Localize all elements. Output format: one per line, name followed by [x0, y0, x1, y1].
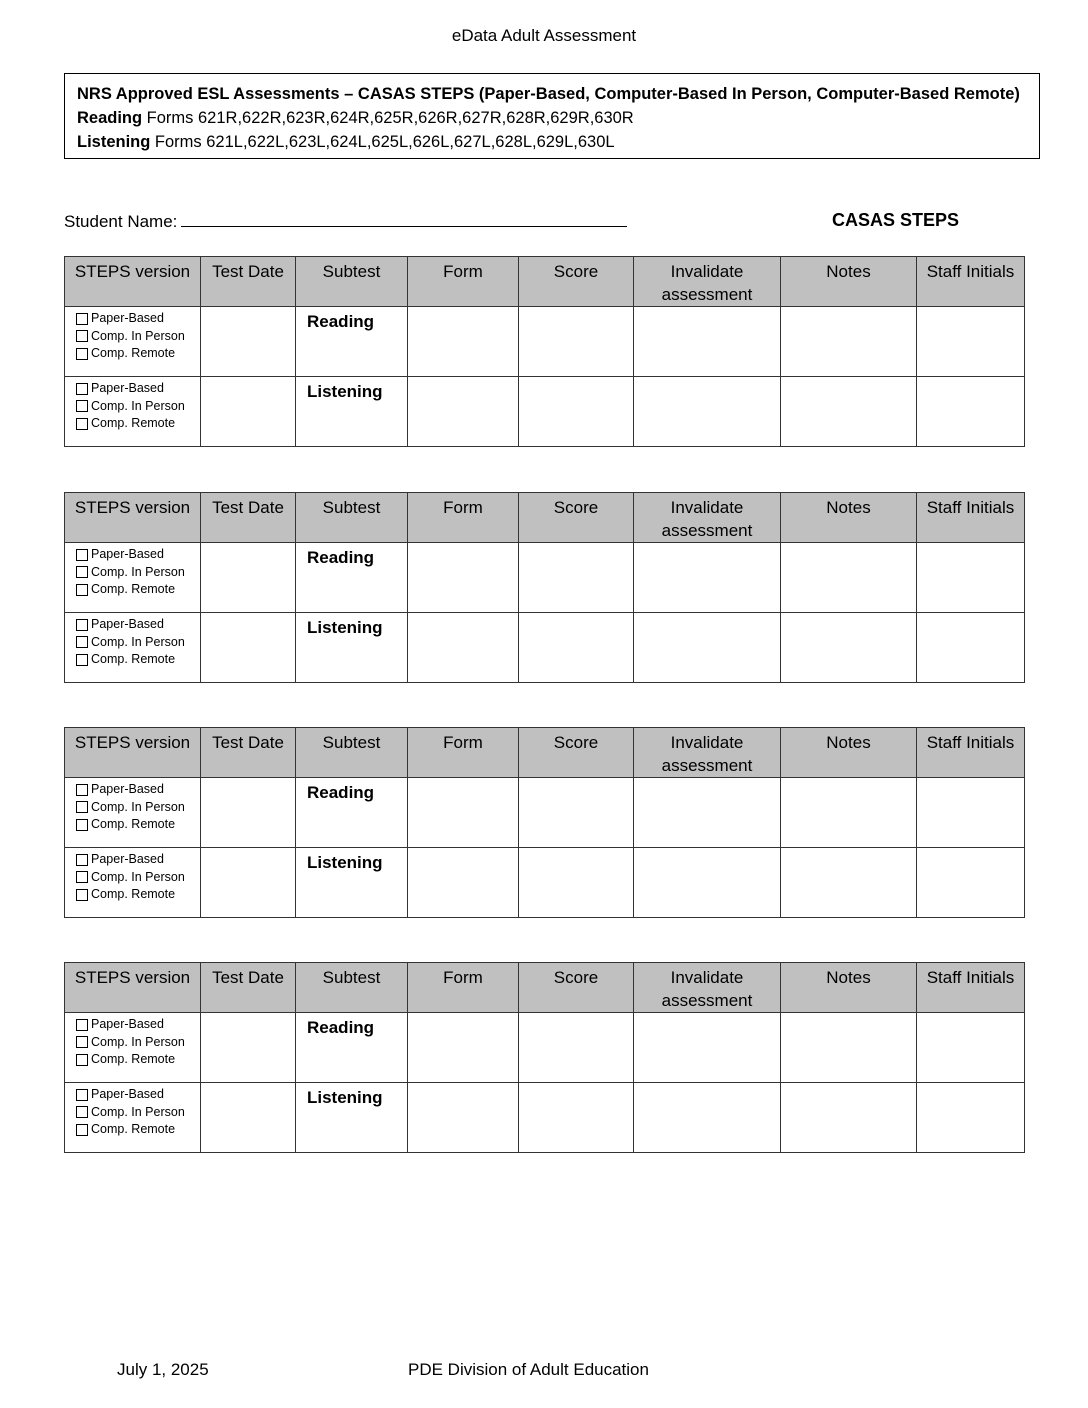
steps-version-cell — [65, 848, 201, 918]
reading-forms-line — [77, 106, 1027, 130]
checkbox[interactable] — [76, 400, 88, 412]
subtest-cell — [296, 307, 408, 377]
header-invalidate: Invalidate assessment — [634, 493, 781, 543]
subtest-label: Listening — [307, 382, 383, 401]
version-option[interactable] — [76, 851, 199, 869]
header-notes: Notes — [781, 493, 917, 543]
form-cell[interactable] — [408, 377, 519, 447]
checkbox[interactable] — [76, 619, 88, 631]
checkbox[interactable] — [76, 383, 88, 395]
score-cell[interactable] — [519, 307, 634, 377]
version-option[interactable] — [76, 886, 199, 904]
staff-initials-cell[interactable] — [917, 543, 1025, 613]
version-option-label: Comp. Remote — [91, 416, 176, 430]
test-date-cell[interactable] — [201, 613, 296, 683]
version-option[interactable] — [76, 415, 199, 433]
version-option-label: Comp. In Person — [91, 564, 185, 579]
checkbox[interactable] — [76, 549, 88, 561]
subtest-cell — [296, 778, 408, 848]
page-header: eData Adult Assessment — [451, 26, 637, 45]
version-option-label: Comp. In Person — [91, 398, 185, 413]
assessment-table — [64, 727, 1025, 918]
test-date-cell[interactable] — [201, 543, 296, 613]
subtest-label: Reading — [307, 1018, 375, 1037]
header-test-date: Test Date — [201, 963, 296, 1013]
version-option[interactable] — [76, 651, 199, 669]
header-staff-initials: Staff Initials — [917, 728, 1025, 778]
version-option[interactable] — [76, 799, 199, 817]
notes-cell[interactable] — [781, 377, 917, 447]
version-option-label: Paper-Based — [91, 381, 164, 395]
version-option-label: Comp. In Person — [91, 328, 185, 343]
staff-initials-cell[interactable] — [917, 1013, 1025, 1083]
subtest-cell — [296, 543, 408, 613]
form-cell[interactable] — [408, 778, 519, 848]
version-option-label: Comp. In Person — [91, 1104, 185, 1119]
version-option[interactable] — [76, 1034, 199, 1052]
notes-cell[interactable] — [781, 1083, 917, 1153]
header-staff-initials: Staff Initials — [917, 493, 1025, 543]
checkbox[interactable] — [76, 348, 88, 360]
checkbox[interactable] — [76, 784, 88, 796]
header-notes: Notes — [781, 257, 917, 307]
header-steps-version: STEPS version — [65, 493, 201, 543]
version-option[interactable] — [76, 869, 199, 887]
header-score: Score — [519, 963, 634, 1013]
score-cell[interactable] — [519, 1013, 634, 1083]
assessment-table — [64, 962, 1025, 1153]
header-steps-version: STEPS version — [65, 257, 201, 307]
version-option-label: Comp. In Person — [91, 799, 185, 814]
invalidate-cell[interactable] — [634, 543, 781, 613]
test-date-cell[interactable] — [201, 377, 296, 447]
header-form: Form — [408, 963, 519, 1013]
listening-forms-line — [77, 130, 1027, 154]
checkbox[interactable] — [76, 566, 88, 578]
version-option[interactable] — [76, 1051, 199, 1069]
version-option[interactable] — [76, 345, 199, 363]
header-score: Score — [519, 257, 634, 307]
form-cell[interactable] — [408, 613, 519, 683]
checkbox[interactable] — [76, 1106, 88, 1118]
header-invalidate: Invalidate assessment — [634, 728, 781, 778]
notes-cell[interactable] — [781, 613, 917, 683]
version-option[interactable] — [76, 398, 199, 416]
version-option-label: Paper-Based — [91, 1087, 164, 1101]
version-option-label: Paper-Based — [91, 311, 164, 325]
form-cell[interactable] — [408, 1013, 519, 1083]
invalidate-cell[interactable] — [634, 613, 781, 683]
invalidate-cell[interactable] — [634, 778, 781, 848]
subtest-cell — [296, 377, 408, 447]
subtest-cell — [296, 848, 408, 918]
invalidate-cell[interactable] — [634, 377, 781, 447]
staff-initials-cell[interactable] — [917, 307, 1025, 377]
checkbox[interactable] — [76, 330, 88, 342]
student-name-row — [64, 210, 627, 232]
subtest-label: Reading — [307, 783, 375, 802]
student-name-label: Student Name: — [64, 212, 178, 231]
version-option-label: Comp. Remote — [91, 1052, 176, 1066]
version-option[interactable] — [76, 781, 199, 799]
student-name-field[interactable] — [181, 210, 627, 227]
version-option[interactable] — [76, 1016, 199, 1034]
header-invalidate: Invalidate assessment — [634, 257, 781, 307]
header-notes: Notes — [781, 728, 917, 778]
casas-steps-label: CASAS STEPS — [832, 210, 960, 230]
invalidate-cell[interactable] — [634, 307, 781, 377]
header-form: Form — [408, 493, 519, 543]
version-option[interactable] — [76, 310, 199, 328]
version-option-label: Comp. In Person — [91, 869, 185, 884]
subtest-label: Listening — [307, 618, 383, 637]
header-subtest: Subtest — [296, 257, 408, 307]
form-cell[interactable] — [408, 848, 519, 918]
steps-version-cell — [65, 1083, 201, 1153]
header-staff-initials: Staff Initials — [917, 257, 1025, 307]
info-title: NRS Approved ESL Assessments – CASAS STEPS (Paper-Based, Computer-Based In Person, Computer-Based Remote) — [77, 85, 1020, 103]
table-row — [65, 778, 1025, 848]
checkbox[interactable] — [76, 801, 88, 813]
test-date-cell[interactable] — [201, 848, 296, 918]
steps-version-cell — [65, 1013, 201, 1083]
table-row — [65, 543, 1025, 613]
assessment-info-box — [64, 73, 1040, 159]
version-option[interactable] — [76, 634, 199, 652]
version-option[interactable] — [76, 1086, 199, 1104]
version-option-label: Comp. Remote — [91, 817, 176, 831]
version-option-label: Comp. Remote — [91, 582, 176, 596]
table-row — [65, 1013, 1025, 1083]
subtest-label: Listening — [307, 1088, 383, 1107]
checkbox[interactable] — [76, 654, 88, 666]
notes-cell[interactable] — [781, 543, 917, 613]
header-subtest: Subtest — [296, 963, 408, 1013]
checkbox[interactable] — [76, 854, 88, 866]
notes-cell[interactable] — [781, 848, 917, 918]
steps-version-cell — [65, 543, 201, 613]
test-date-cell[interactable] — [201, 1013, 296, 1083]
checkbox[interactable] — [76, 1036, 88, 1048]
form-cell[interactable] — [408, 307, 519, 377]
table-row — [65, 848, 1025, 918]
version-option[interactable] — [76, 1104, 199, 1122]
invalidate-cell[interactable] — [634, 1083, 781, 1153]
checkbox[interactable] — [76, 636, 88, 648]
test-date-cell[interactable] — [201, 778, 296, 848]
reading-forms: Forms 621R,622R,623R,624R,625R,626R,627R,628R,629R,630R — [142, 109, 634, 127]
form-cell[interactable] — [408, 543, 519, 613]
version-option[interactable] — [76, 328, 199, 346]
version-option[interactable] — [76, 380, 199, 398]
version-option-label: Comp. Remote — [91, 1122, 176, 1136]
assessment-table — [64, 492, 1025, 683]
score-cell[interactable] — [519, 377, 634, 447]
version-option-label: Comp. Remote — [91, 652, 176, 666]
header-steps-version: STEPS version — [65, 963, 201, 1013]
header-score: Score — [519, 493, 634, 543]
test-date-cell[interactable] — [201, 1083, 296, 1153]
version-option-label: Comp. Remote — [91, 346, 176, 360]
version-option-label: Paper-Based — [91, 547, 164, 561]
version-option-label: Paper-Based — [91, 852, 164, 866]
version-option-label: Paper-Based — [91, 1017, 164, 1031]
staff-initials-cell[interactable] — [917, 778, 1025, 848]
version-option[interactable] — [76, 616, 199, 634]
header-form: Form — [408, 257, 519, 307]
subtest-cell — [296, 1013, 408, 1083]
checkbox[interactable] — [76, 1089, 88, 1101]
header-test-date: Test Date — [201, 728, 296, 778]
table-row — [65, 1083, 1025, 1153]
notes-cell[interactable] — [781, 1013, 917, 1083]
subtest-label: Reading — [307, 312, 375, 331]
version-option[interactable] — [76, 546, 199, 564]
checkbox[interactable] — [76, 313, 88, 325]
checkbox[interactable] — [76, 1124, 88, 1136]
checkbox[interactable] — [76, 584, 88, 596]
checkbox[interactable] — [76, 889, 88, 901]
subtest-cell — [296, 1083, 408, 1153]
checkbox[interactable] — [76, 871, 88, 883]
header-subtest: Subtest — [296, 728, 408, 778]
listening-label: Listening — [77, 133, 151, 151]
header-subtest: Subtest — [296, 493, 408, 543]
header-test-date: Test Date — [201, 493, 296, 543]
version-option-label: Comp. In Person — [91, 1034, 185, 1049]
checkbox[interactable] — [76, 1054, 88, 1066]
listening-forms: Forms 621L,622L,623L,624L,625L,626L,627L,628L,629L,630L — [150, 133, 615, 151]
version-option-label: Comp. In Person — [91, 634, 185, 649]
invalidate-cell[interactable] — [634, 1013, 781, 1083]
notes-cell[interactable] — [781, 307, 917, 377]
staff-initials-cell[interactable] — [917, 613, 1025, 683]
footer-date: July 1, 2025 — [117, 1360, 209, 1379]
assessment-table — [64, 256, 1025, 447]
score-cell[interactable] — [519, 848, 634, 918]
test-date-cell[interactable] — [201, 307, 296, 377]
version-option[interactable] — [76, 564, 199, 582]
header-invalidate: Invalidate assessment — [634, 963, 781, 1013]
score-cell[interactable] — [519, 778, 634, 848]
version-option-label: Paper-Based — [91, 782, 164, 796]
version-option[interactable] — [76, 1121, 199, 1139]
reading-label: Reading — [77, 109, 143, 127]
table-row — [65, 613, 1025, 683]
steps-version-cell — [65, 307, 201, 377]
form-cell[interactable] — [408, 1083, 519, 1153]
header-form: Form — [408, 728, 519, 778]
version-option[interactable] — [76, 581, 199, 599]
steps-version-cell — [65, 613, 201, 683]
score-cell[interactable] — [519, 543, 634, 613]
header-score: Score — [519, 728, 634, 778]
staff-initials-cell[interactable] — [917, 1083, 1025, 1153]
checkbox[interactable] — [76, 1019, 88, 1031]
subtest-label: Listening — [307, 853, 383, 872]
header-steps-version: STEPS version — [65, 728, 201, 778]
table-row — [65, 307, 1025, 377]
footer-org: PDE Division of Adult Education — [408, 1360, 649, 1379]
staff-initials-cell[interactable] — [917, 377, 1025, 447]
checkbox[interactable] — [76, 418, 88, 430]
score-cell[interactable] — [519, 1083, 634, 1153]
staff-initials-cell[interactable] — [917, 848, 1025, 918]
steps-version-cell — [65, 377, 201, 447]
header-notes: Notes — [781, 963, 917, 1013]
score-cell[interactable] — [519, 613, 634, 683]
checkbox[interactable] — [76, 819, 88, 831]
version-option[interactable] — [76, 816, 199, 834]
header-test-date: Test Date — [201, 257, 296, 307]
table-row — [65, 377, 1025, 447]
notes-cell[interactable] — [781, 778, 917, 848]
version-option-label: Paper-Based — [91, 617, 164, 631]
version-option-label: Comp. Remote — [91, 887, 176, 901]
subtest-label: Reading — [307, 548, 375, 567]
header-staff-initials: Staff Initials — [917, 963, 1025, 1013]
invalidate-cell[interactable] — [634, 848, 781, 918]
subtest-cell — [296, 613, 408, 683]
steps-version-cell — [65, 778, 201, 848]
